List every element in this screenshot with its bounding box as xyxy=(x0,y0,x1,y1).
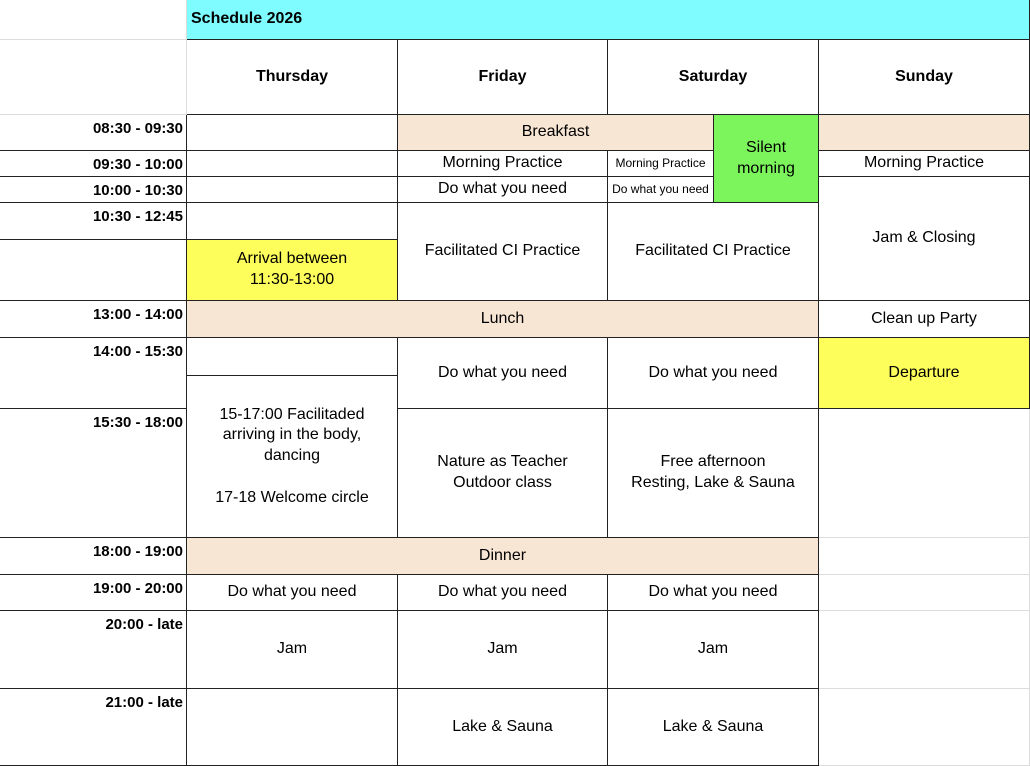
empty-cell[interactable] xyxy=(187,203,398,240)
event-jam[interactable]: Jam xyxy=(608,611,819,689)
empty-cell[interactable] xyxy=(819,575,1030,611)
event-silent-morning[interactable]: Silent morning xyxy=(714,115,819,203)
event-breakfast-sunday[interactable] xyxy=(819,115,1030,151)
corner-cell-2[interactable] xyxy=(0,40,187,115)
event-lake-sauna[interactable]: Lake & Sauna xyxy=(398,689,608,766)
time-label[interactable]: 21:00 - late xyxy=(0,689,187,766)
time-label[interactable]: 18:00 - 19:00 xyxy=(0,538,187,575)
empty-cell[interactable] xyxy=(187,689,398,766)
event-morning-practice[interactable]: Morning Practice xyxy=(398,151,608,177)
event-clean-up-party[interactable]: Clean up Party xyxy=(819,301,1030,338)
event-do-what-you-need[interactable]: Do what you need xyxy=(608,338,819,409)
event-do-what-you-need[interactable]: Do what you need xyxy=(398,177,608,203)
event-jam[interactable]: Jam xyxy=(398,611,608,689)
empty-cell[interactable] xyxy=(819,538,1030,575)
time-label[interactable]: 14:00 - 15:30 xyxy=(0,338,187,409)
event-do-what-you-need[interactable]: Do what you need xyxy=(398,338,608,409)
event-facilitated-ci-practice[interactable]: Facilitated CI Practice xyxy=(398,203,608,301)
time-label[interactable]: 10:00 - 10:30 xyxy=(0,177,187,203)
event-facilitated-ci-practice[interactable]: Facilitated CI Practice xyxy=(608,203,819,301)
event-dinner[interactable]: Dinner xyxy=(187,538,819,575)
time-label[interactable]: 08:30 - 09:30 xyxy=(0,115,187,151)
event-do-what-you-need[interactable]: Do what you need xyxy=(398,575,608,611)
event-breakfast[interactable]: Breakfast xyxy=(398,115,714,151)
event-thursday-afternoon[interactable]: 15-17:00 Facilitaded arriving in the body, dancing 17-18 Welcome circle xyxy=(187,376,398,538)
time-label[interactable]: 09:30 - 10:00 xyxy=(0,151,187,177)
event-do-what-you-need[interactable]: Do what you need xyxy=(187,575,398,611)
time-label-empty[interactable] xyxy=(0,240,187,301)
event-morning-practice[interactable]: Morning Practice xyxy=(819,151,1030,177)
event-departure[interactable]: Departure xyxy=(819,338,1030,409)
empty-cell[interactable] xyxy=(187,338,398,376)
time-label[interactable]: 19:00 - 20:00 xyxy=(0,575,187,611)
event-jam-closing[interactable]: Jam & Closing xyxy=(819,177,1030,301)
time-label[interactable]: 13:00 - 14:00 xyxy=(0,301,187,338)
day-header-friday[interactable]: Friday xyxy=(398,40,608,115)
event-nature-as-teacher[interactable]: Nature as Teacher Outdoor class xyxy=(398,409,608,538)
event-lake-sauna[interactable]: Lake & Sauna xyxy=(608,689,819,766)
day-header-saturday[interactable]: Saturday xyxy=(608,40,819,115)
event-do-what-you-need[interactable]: Do what you need xyxy=(608,575,819,611)
event-morning-practice[interactable]: Morning Practice xyxy=(608,151,714,177)
event-jam[interactable]: Jam xyxy=(187,611,398,689)
schedule-title[interactable]: Schedule 2026 xyxy=(187,0,1030,40)
empty-cell[interactable] xyxy=(187,115,398,151)
event-do-what-you-need[interactable]: Do what you need xyxy=(608,177,714,203)
empty-cell[interactable] xyxy=(819,689,1030,766)
time-label[interactable]: 10:30 - 12:45 xyxy=(0,203,187,240)
event-arrival[interactable]: Arrival between 11:30-13:00 xyxy=(187,240,398,301)
event-free-afternoon[interactable]: Free afternoon Resting, Lake & Sauna xyxy=(608,409,819,538)
time-label[interactable]: 20:00 - late xyxy=(0,611,187,689)
event-lunch[interactable]: Lunch xyxy=(187,301,819,338)
corner-cell[interactable] xyxy=(0,0,187,40)
empty-cell[interactable] xyxy=(187,177,398,203)
empty-cell[interactable] xyxy=(187,151,398,177)
empty-cell[interactable] xyxy=(819,611,1030,689)
day-header-thursday[interactable]: Thursday xyxy=(187,40,398,115)
time-label[interactable]: 15:30 - 18:00 xyxy=(0,409,187,538)
empty-cell[interactable] xyxy=(819,409,1030,538)
day-header-sunday[interactable]: Sunday xyxy=(819,40,1030,115)
